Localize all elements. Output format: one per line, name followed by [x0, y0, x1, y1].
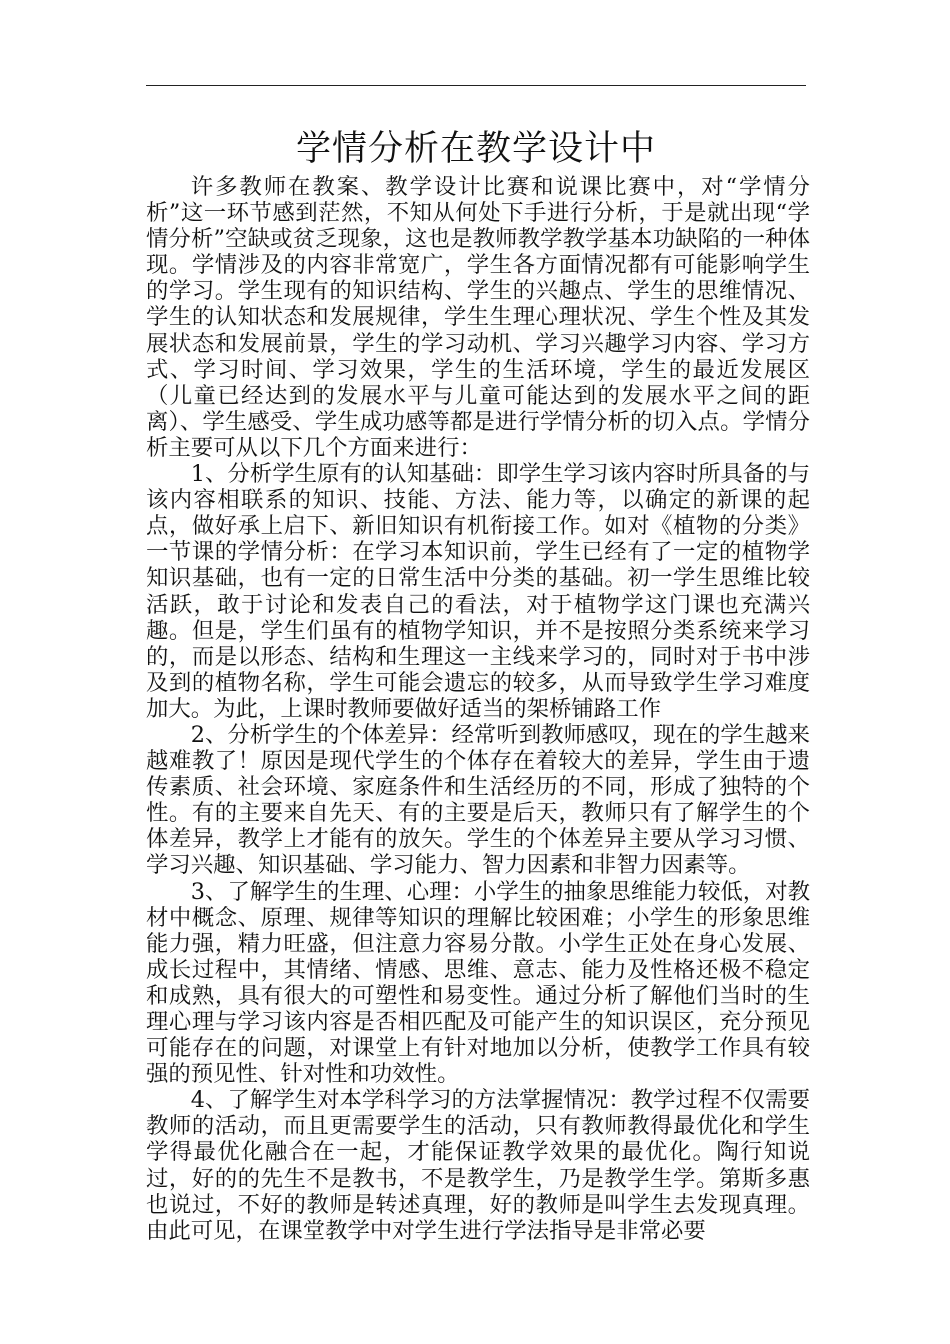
- paragraph-individual-differences: 2、分析学生的个体差异：经常听到教师感叹，现在的学生越来越难教了！原因是现代学生的个体存在着较大的差异，学生由于遗传素质、社会环境、家庭条件和生活经历的不同，形成了独特的个性。有的主要来自先天、有的主要是后天，教师只有了解学生的个体差异，教学上才能有的放矢。学生的个体差异主要从学习习惯、学习兴趣、知识基础、学习能力、智力因素和非智力因素等。: [146, 721, 810, 879]
- paragraph-intro: 许多教师在教案、教学设计比赛和说课比赛中，对“学情分析”这一环节感到茫然，不知从何处下手进行分析，于是就出现“学情分析”空缺或贫乏现象，这也是教师教学教学基本功缺陷的一种体现。学情涉及的内容非常宽广，学生各方面情况都有可能影响学生的学习。学生现有的知识结构、学生的兴趣点、学生的思维情况、学生的认知状态和发展规律，学生生理心理状况、学生个性及其发展状态和发展前景，学生的学习动机、学习兴趣学习内容、学习方式、学习时间、学习效果，学生的生活环境，学生的最近发展区（儿童已经达到的发展水平与儿童可能达到的发展水平之间的距离）、学生感受、学生成功感等都是进行学情分析的切入点。学情分析主要可从以下几个方面来进行：: [146, 174, 810, 461]
- paragraph-learning-methods: 4、了解学生对本学科学习的方法掌握情况：教学过程不仅需要教师的活动，而且更需要学生的活动，只有教师教得最优化和学生学得最优化融合在一起，才能保证教学效果的最优化。陶行知说过，好的的先生不是教书，不是教学生，乃是教学生学。第斯多惠也说过，不好的教师是转述真理，好的教师是叫学生去发现真理。由此可见，在课堂教学中对学生进行学法指导是非常必要: [146, 1087, 810, 1244]
- document-body: [146, 174, 810, 1244]
- paragraph-physiology-psychology: 3、了解学生的生理、心理：小学生的抽象思维能力较低，对教材中概念、原理、规律等知识的理解比较困难；小学生的形象思维能力强，精力旺盛，但注意力容易分散。小学生正处在身心发展、成长过程中，其情绪、情感、思维、意志、能力及性格还极不稳定和成熟，具有很大的可塑性和易变性。通过分析了解他们当时的生理心理与学习该内容是否相匹配及可能产生的知识误区，充分预见可能存在的问题，对课堂上有针对地加以分析，使教学工作具有较强的预见性、针对性和功效性。: [146, 878, 810, 1088]
- document-title: 学情分析在教学设计中: [295, 129, 656, 169]
- header-rule: [146, 85, 806, 86]
- paragraph-cognitive-basis: 1、分析学生原有的认知基础：即学生学习该内容时所具备的与该内容相联系的知识、技能、方法、能力等，以确定的新课的起点，做好承上启下、新旧知识有机衔接工作。如对《植物的分类》一节课的学情分析：在学习本知识前，学生已经有了一定的植物学知识基础，也有一定的日常生活中分类的基础。初一学生思维比较活跃，敢于讨论和发表自己的看法，对于植物学这门课也充满兴趣。但是，学生们虽有的植物学知识，并不是按照分类系统来学习的，而是以形态、结构和生理这一主线来学习的，同时对于书中涉及到的植物名称，学生可能会遗忘的较多，从而导致学生学习难度加大。为此，上课时教师要做好适当的架桥铺路工作: [146, 461, 810, 722]
